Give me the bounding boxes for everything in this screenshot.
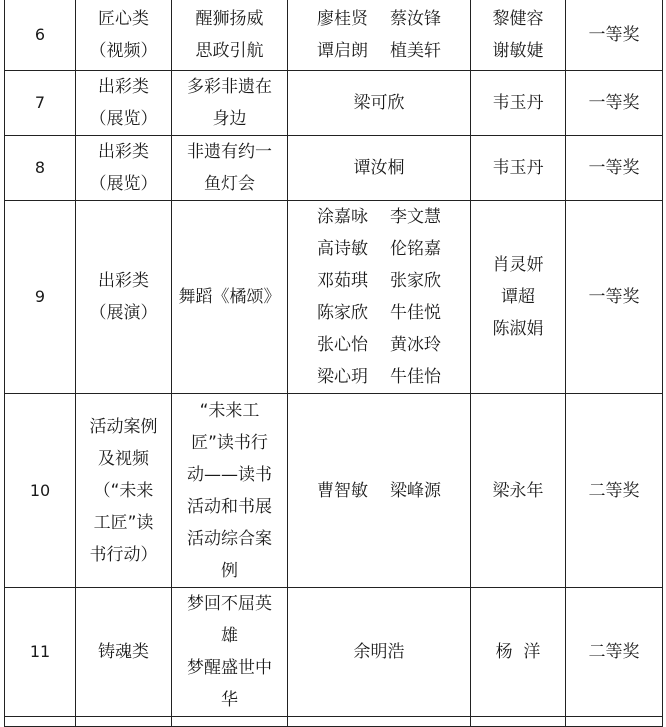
category-line: 工匠”读 xyxy=(93,512,154,533)
work-line: 例 xyxy=(221,560,238,581)
teacher-name: 谢敏婕 xyxy=(492,40,544,61)
work-line: 鱼灯会 xyxy=(204,174,255,194)
authors-cell xyxy=(288,71,471,136)
table-row xyxy=(5,136,663,201)
work-line: 华 xyxy=(221,690,238,710)
work-line: 思政引航 xyxy=(195,40,264,61)
empty-cell xyxy=(76,717,172,727)
work-line: 梦醒盛世中 xyxy=(187,658,272,678)
author-pair xyxy=(292,87,466,119)
category-cell xyxy=(76,71,172,136)
category-line: （视频） xyxy=(89,40,158,61)
author-pair xyxy=(292,152,466,184)
row-number: 9 xyxy=(5,201,76,394)
category-line: 及视频 xyxy=(98,448,149,469)
author-pair xyxy=(292,329,466,361)
teacher-cell xyxy=(471,136,566,201)
authors-cell xyxy=(288,136,471,201)
author-name: 梁可欣 xyxy=(353,93,405,113)
author-name: 高诗敏 xyxy=(317,239,368,259)
teacher-cell xyxy=(471,588,566,717)
author-name: 张心怡 xyxy=(317,335,368,355)
teacher-name: 肖灵妍 xyxy=(492,255,544,275)
work-cell xyxy=(172,136,288,201)
empty-cell xyxy=(288,717,471,727)
work-line: 雄 xyxy=(221,626,238,646)
prize-cell: 一等奖 xyxy=(566,136,663,201)
author-name: 谭启朗 xyxy=(317,40,368,61)
work-cell xyxy=(172,0,288,71)
teacher-cell xyxy=(471,394,566,588)
authors-cell xyxy=(288,201,471,394)
author-pair xyxy=(292,35,466,67)
teacher-name: 谭超 xyxy=(501,287,535,307)
work-line: 活动和书展 xyxy=(187,496,272,517)
teacher-name: 韦玉丹 xyxy=(492,158,544,178)
teacher-cell xyxy=(471,0,566,71)
category-cell xyxy=(76,588,172,717)
work-line: 醒狮扬威 xyxy=(195,8,264,29)
work-line: “未来工 xyxy=(199,400,260,421)
category-line: 出彩类 xyxy=(98,271,149,291)
row-number: 11 xyxy=(5,588,76,717)
author-name: 涂嘉咏 xyxy=(317,207,368,227)
empty-cell xyxy=(471,717,566,727)
category-line: 出彩类 xyxy=(98,77,149,97)
teacher-name: 杨 洋 xyxy=(495,642,541,662)
author-name: 余明浩 xyxy=(353,642,405,662)
author-pair xyxy=(292,361,466,393)
author-pair xyxy=(292,265,466,297)
author-name: 谭汝桐 xyxy=(353,158,405,178)
category-line: （展演） xyxy=(89,303,158,323)
category-cell xyxy=(76,201,172,394)
category-line: 匠心类 xyxy=(98,8,149,29)
work-cell xyxy=(172,71,288,136)
author-name: 李文慧 xyxy=(390,207,441,227)
category-line: （“未来 xyxy=(93,480,154,501)
work-line: 非遗有约一 xyxy=(187,142,272,162)
author-pair xyxy=(292,297,466,329)
work-line: 舞蹈《橘颂》 xyxy=(178,287,281,307)
author-name: 植美轩 xyxy=(390,40,441,61)
work-line: 梦回不屈英 xyxy=(187,594,272,614)
teacher-name: 陈淑娟 xyxy=(492,319,544,339)
awards-table xyxy=(4,0,663,727)
authors-cell xyxy=(288,588,471,717)
empty-cell xyxy=(172,717,288,727)
teacher-cell xyxy=(471,71,566,136)
author-pair xyxy=(292,636,466,668)
prize-cell: 二等奖 xyxy=(566,394,663,588)
work-line: 活动综合案 xyxy=(187,528,272,549)
category-line: 书行动） xyxy=(89,544,158,565)
author-name: 陈家欣 xyxy=(317,303,368,323)
row-number: 10 xyxy=(5,394,76,588)
prize-cell: 一等奖 xyxy=(566,71,663,136)
category-line: 活动案例 xyxy=(89,416,158,437)
author-name: 伦铭嘉 xyxy=(390,239,441,259)
awards-table-body xyxy=(5,0,663,727)
row-number: 6 xyxy=(5,0,76,71)
author-name: 邓茹琪 xyxy=(317,271,368,291)
work-line: 多彩非遗在 xyxy=(187,77,272,97)
author-name: 蔡汝锋 xyxy=(390,8,441,29)
category-line: （展览） xyxy=(89,174,158,194)
author-pair xyxy=(292,233,466,265)
work-cell xyxy=(172,394,288,588)
teacher-name: 梁永年 xyxy=(492,480,544,501)
table-row xyxy=(5,71,663,136)
work-line: 匠”读书行 xyxy=(191,432,268,453)
work-line: 身边 xyxy=(212,109,247,129)
table-row xyxy=(5,394,663,588)
prize-cell: 二等奖 xyxy=(566,588,663,717)
work-cell xyxy=(172,588,288,717)
table-row xyxy=(5,588,663,717)
teacher-name: 韦玉丹 xyxy=(492,93,544,113)
category-cell xyxy=(76,0,172,71)
author-name: 梁峰源 xyxy=(390,480,441,501)
prize-cell: 一等奖 xyxy=(566,0,663,71)
work-line: 动——读书 xyxy=(187,464,272,485)
author-name: 曹智敏 xyxy=(317,480,368,501)
author-pair xyxy=(292,475,466,507)
category-cell xyxy=(76,394,172,588)
table-row xyxy=(5,201,663,394)
empty-cell xyxy=(566,717,663,727)
teacher-name: 黎健容 xyxy=(492,8,544,29)
authors-cell xyxy=(288,0,471,71)
author-name: 梁心玥 xyxy=(317,367,368,387)
author-pair xyxy=(292,3,466,35)
author-name: 牛佳怡 xyxy=(390,367,441,387)
table-row-partial xyxy=(5,717,663,727)
author-name: 黄冰玲 xyxy=(390,335,441,355)
author-name: 牛佳悦 xyxy=(390,303,441,323)
author-pair xyxy=(292,201,466,233)
table-row xyxy=(5,0,663,71)
work-cell xyxy=(172,201,288,394)
category-cell xyxy=(76,136,172,201)
teacher-cell xyxy=(471,201,566,394)
row-number: 8 xyxy=(5,136,76,201)
authors-cell xyxy=(288,394,471,588)
author-name: 张家欣 xyxy=(390,271,441,291)
empty-cell xyxy=(5,717,76,727)
prize-cell: 一等奖 xyxy=(566,201,663,394)
category-line: 铸魂类 xyxy=(98,642,149,662)
author-name: 廖桂贤 xyxy=(317,8,368,29)
category-line: 出彩类 xyxy=(98,142,149,162)
category-line: （展览） xyxy=(89,109,158,129)
row-number: 7 xyxy=(5,71,76,136)
